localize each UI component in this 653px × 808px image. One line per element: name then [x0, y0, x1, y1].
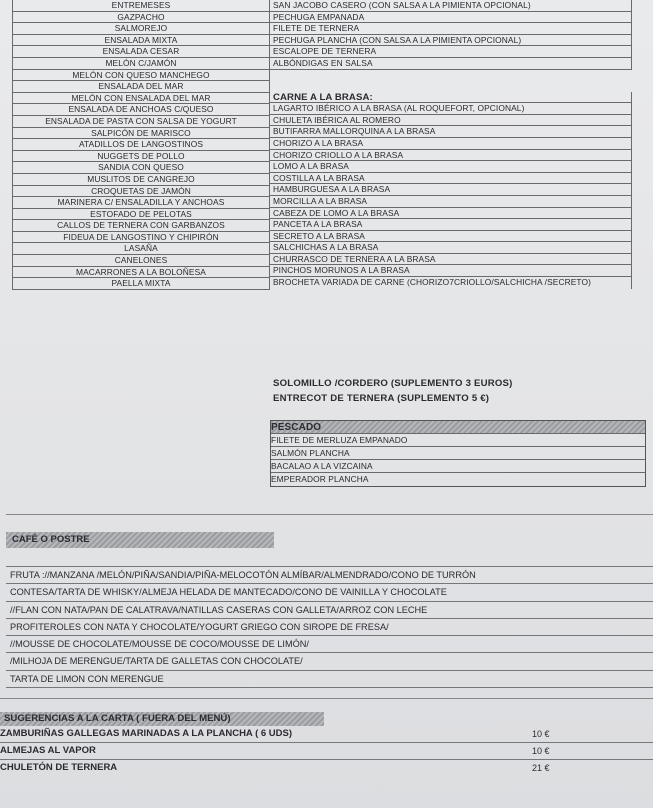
- starter-item: NUGGETS DE POLLO: [12, 151, 270, 163]
- main-item: PECHUGA PLANCHA (CON SALSA A LA PIMIENTA OPCIONAL): [270, 35, 632, 47]
- grill-item: CABEZA DE LOMO A LA BRASA: [270, 208, 632, 220]
- starter-item: ESTOFADO DE PELOTAS: [12, 209, 270, 221]
- starter-item: MELÓN CON QUESO MANCHEGO: [12, 70, 270, 82]
- suggestion-item: [0, 760, 653, 776]
- starter-item: LASAÑA: [12, 243, 270, 255]
- starter-item: MUSLITOS DE CANGREJO: [12, 174, 270, 186]
- suggestion-item: [0, 743, 653, 760]
- divider: [6, 514, 653, 515]
- main-item: PECHUGA EMPANADA: [270, 12, 632, 24]
- suggestions-section: [0, 712, 653, 776]
- dessert-item: CONTESA/TARTA DE WHISKY/ALMEJA HELADA DE MANTECADO/CONO DE VAINILLA Y CHOCOLATE: [6, 584, 653, 601]
- suggestion-name: ALMEJAS AL VAPOR: [0, 745, 96, 756]
- suggestion-item: [0, 726, 653, 743]
- starter-item: CROQUETAS DE JAMÓN: [12, 186, 270, 198]
- main-item: ALBÓNDIGAS EN SALSA: [270, 58, 632, 70]
- fish-item: BACALAO A LA VIZCAINA: [271, 460, 645, 473]
- starter-item: PAELLA MIXTA: [12, 278, 270, 290]
- divider: [0, 698, 653, 699]
- fish-title: PESCADO: [271, 421, 645, 434]
- grill-item: COSTILLA A LA BRASA: [270, 173, 632, 185]
- fish-item: FILETE DE MERLUZA EMPANADO: [271, 434, 645, 447]
- starter-item: MELÓN C/JAMÓN: [12, 58, 270, 70]
- starter-item: MACARRONES A LA BOLOÑESA: [12, 267, 270, 279]
- grill-item: BROCHETA VARIADA DE CARNE (CHORIZO7CRIOLLO/SALCHICHA /SECRETO): [270, 277, 632, 289]
- grill-item: CHULETA IBÉRICA AL ROMERO: [270, 115, 632, 127]
- starter-item: GAZPACHO: [12, 12, 270, 24]
- starter-item: CALLOS DE TERNERA CON GARBANZOS: [12, 220, 270, 232]
- starter-item: SANDIA CON QUESO: [12, 162, 270, 174]
- starter-item: ATADILLOS DE LANGOSTINOS: [12, 139, 270, 151]
- dessert-title: CAFÉ O POSTRE: [6, 532, 274, 548]
- suggestion-name: ZAMBURIÑAS GALLEGAS MARINADAS A LA PLANCHA ( 6 UDS): [0, 728, 293, 739]
- dessert-section: [6, 532, 653, 688]
- suggestion-price: 10 €: [532, 746, 550, 756]
- fish-box: [270, 420, 646, 487]
- starter-item: ENSALADA DE PASTA CON SALSA DE YOGURT: [12, 116, 270, 128]
- starter-item: CANELONES: [12, 255, 270, 267]
- spacer: [6, 548, 653, 567]
- dessert-item: PROFITEROLES CON NATA Y CHOCOLATE/YOGURT GRIEGO CON SIROPE DE FRESA/: [6, 619, 653, 636]
- main-item: ESCALOPE DE TERNERA: [270, 46, 632, 58]
- fish-item: SALMÓN PLANCHA: [271, 447, 645, 460]
- grill-item: CHORIZO A LA BRASA: [270, 138, 632, 150]
- grill-title: CARNE A LA BRASA:: [270, 92, 632, 104]
- grill-item: LOMO A LA BRASA: [270, 161, 632, 173]
- grill-item: CHURRASCO DE TERNERA A LA BRASA: [270, 254, 632, 266]
- suggestion-price: 10 €: [532, 729, 550, 739]
- grill-item: PINCHOS MORUNOS A LA BRASA: [270, 265, 632, 277]
- starter-item: ENSALADA DEL MAR: [12, 81, 270, 93]
- dessert-item: //MOUSSE DE CHOCOLATE/MOUSSE DE COCO/MOUSSE DE LIMÓN/: [6, 636, 653, 653]
- grill-item: HAMBURGUESA A LA BRASA: [270, 184, 632, 196]
- grill-item: SECRETO A LA BRASA: [270, 231, 632, 243]
- suggestion-name: CHULETÓN DE TERNERA: [0, 762, 118, 773]
- grill-item: LAGARTO IBÉRICO A LA BRASA (AL ROQUEFORT, OPCIONAL): [270, 103, 632, 115]
- starter-item: ENTREMESES: [12, 0, 270, 12]
- grill-item: BUTIFARRA MALLORQUINA A LA BRASA: [270, 126, 632, 138]
- main-item: SAN JACOBO CASERO (CON SALSA A LA PIMIENTA OPCIONAL): [270, 0, 632, 12]
- grill-item: SALCHICHAS A LA BRASA: [270, 242, 632, 254]
- starter-item: ENSALADA MIXTA: [12, 35, 270, 47]
- dessert-item: /MILHOJA DE MERENGUE/TARTA DE GALLETAS CON CHOCOLATE/: [6, 653, 653, 670]
- starter-item: SALPICÓN DE MARISCO: [12, 128, 270, 140]
- grill-item: CHORIZO CRIOLLO A LA BRASA: [270, 150, 632, 162]
- grill-item: PANCETA A LA BRASA: [270, 219, 632, 231]
- spacer: [270, 70, 632, 92]
- main-item: FILETE DE TERNERA: [270, 23, 632, 35]
- starter-item: SALMOREJO: [12, 23, 270, 35]
- suggestion-price: 21 €: [532, 763, 550, 773]
- supplement-line: SOLOMILLO /CORDERO (SUPLEMENTO 3 EUROS): [273, 378, 513, 389]
- starter-item: ENSALADA DE ANCHOAS C/QUESO: [12, 104, 270, 116]
- starter-item: ENSALADA CESAR: [12, 46, 270, 58]
- starter-item: FIDEUA DE LANGOSTINO Y CHIPIRÓN: [12, 232, 270, 244]
- dessert-item: //FLAN CON NATA/PAN DE CALATRAVA/NATILLAS CASERAS CON GALLETA/ARROZ CON LECHE: [6, 602, 653, 619]
- suggestions-title: SUGERENCIAS A LA CARTA ( FUERA DEL MENÚ): [0, 712, 324, 726]
- grill-item: MORCILLA A LA BRASA: [270, 196, 632, 208]
- starter-item: MELÓN CON ENSALADA DEL MAR: [12, 93, 270, 105]
- dessert-item: FRUTA ://MANZANA /MELÓN/PIÑA/SANDIA/PIÑA-MELOCOTÓN ALMÍBAR/ALMENDRADO/CONO DE TURRÓN: [6, 567, 653, 584]
- dessert-item: TARTA DE LIMON CON MERENGUE: [6, 671, 653, 688]
- fish-item: EMPERADOR PLANCHA: [271, 474, 369, 484]
- supplement-line: ENTRECOT DE TERNERA (SUPLEMENTO 5 €): [273, 393, 490, 404]
- starters-column: [12, 0, 270, 290]
- mains-column: [270, 0, 632, 289]
- starter-item: MARINERA C/ ENSALADILLA Y ANCHOAS: [12, 197, 270, 209]
